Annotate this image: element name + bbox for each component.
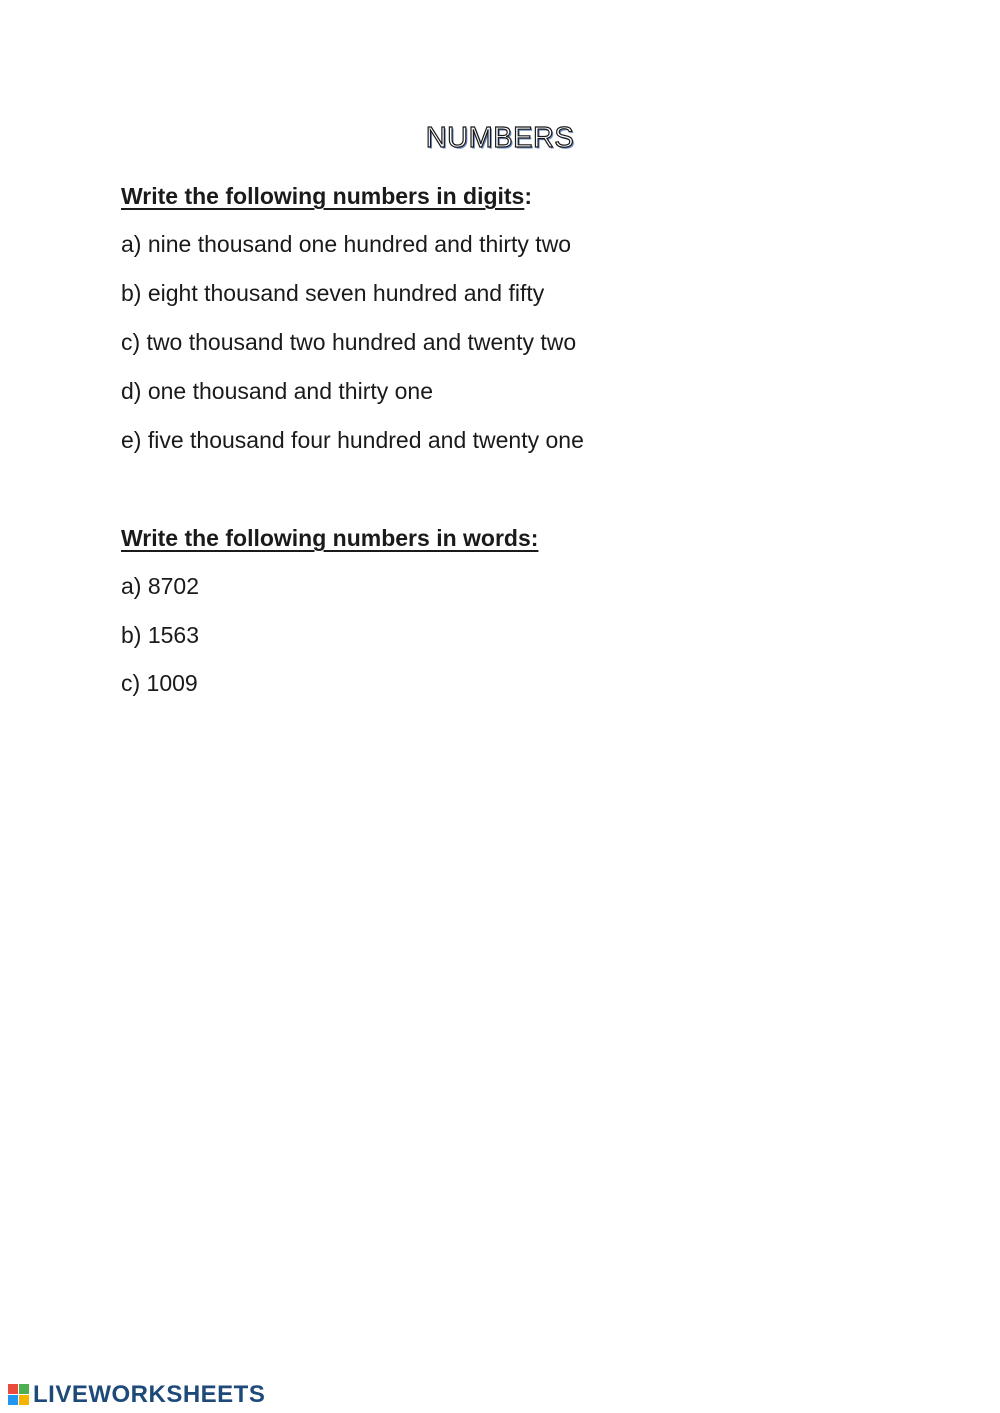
logo-blocks-icon	[8, 1384, 30, 1406]
section-digits-heading-text: Write the following numbers in digits	[121, 183, 525, 209]
worksheet-title: NUMBERS	[425, 122, 575, 154]
digits-item-b: b) eight thousand seven hundred and fifty	[121, 280, 545, 306]
digits-item-d: d) one thousand and thirty one	[121, 378, 434, 404]
section-digits	[121, 181, 584, 474]
section-digits-heading	[121, 181, 584, 211]
words-item-a: a) 8702	[121, 573, 200, 599]
section-words-heading	[121, 523, 538, 553]
logo-text: LIVEWORKSHEETS	[33, 1381, 266, 1408]
logo-block-3	[8, 1395, 18, 1405]
section-words-heading-text: Write the following numbers in words:	[121, 525, 539, 551]
words-item-b: b) 1563	[121, 621, 200, 648]
words-item-c: c) 1009	[121, 670, 198, 696]
logo-block-4	[19, 1395, 29, 1405]
digits-item-c: c) two thousand two hundred and twenty two	[121, 329, 577, 355]
section-words	[121, 523, 538, 717]
logo-block-1	[8, 1384, 18, 1394]
digits-item-a: a) nine thousand one hundred and thirty two	[121, 231, 572, 257]
liveworksheets-logo[interactable]	[8, 1380, 265, 1410]
digits-item-e: e) five thousand four hundred and twenty one	[121, 427, 584, 453]
logo-block-2	[19, 1384, 29, 1394]
section-digits-heading-colon: :	[524, 183, 533, 209]
